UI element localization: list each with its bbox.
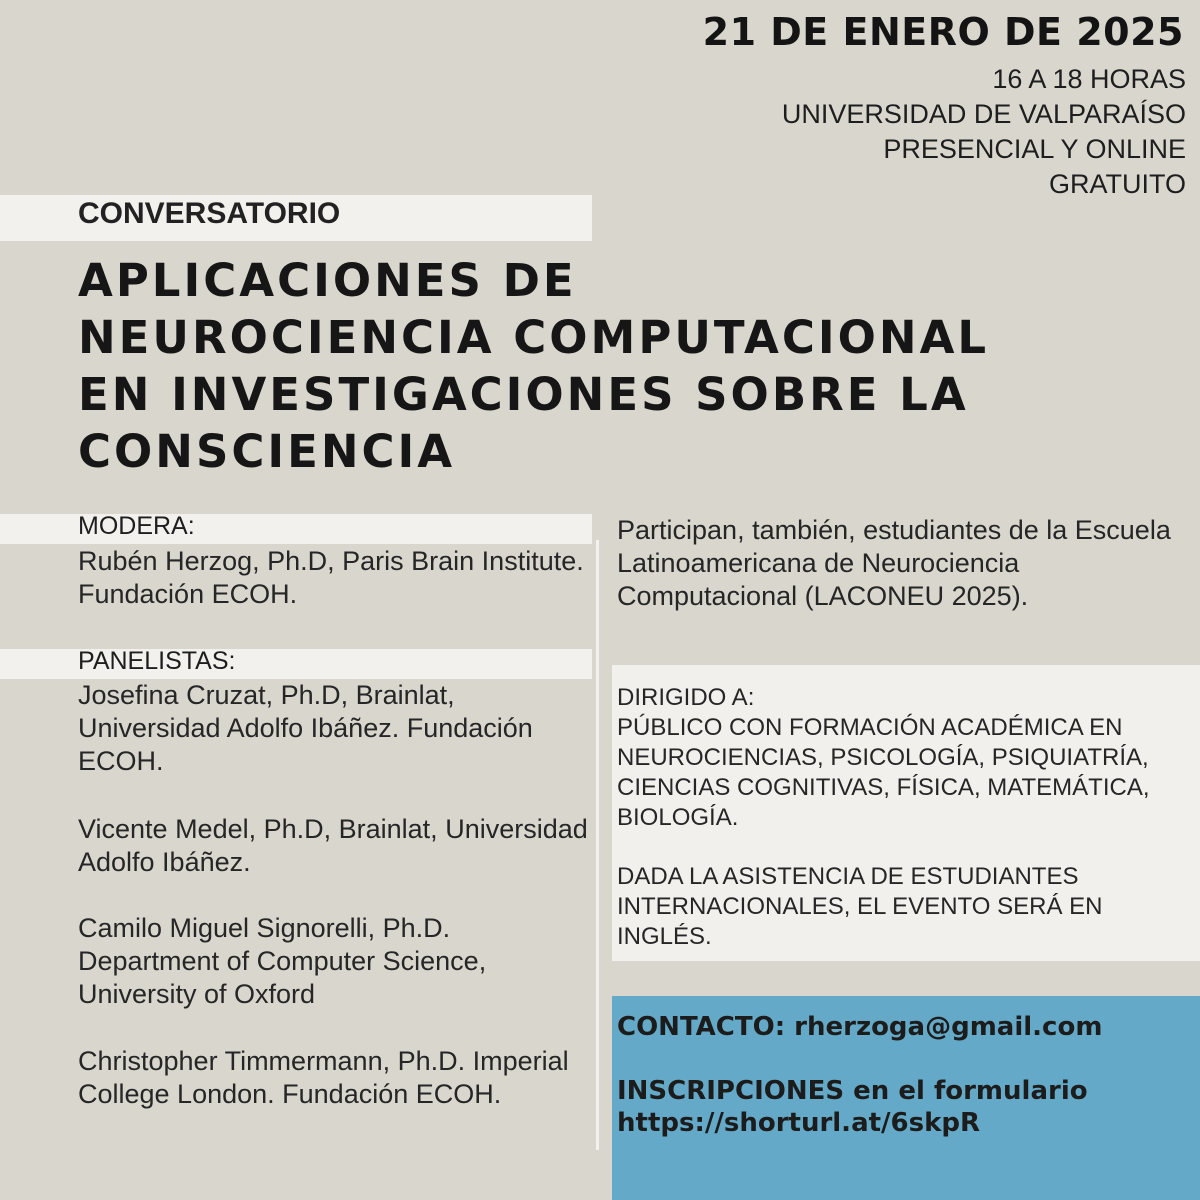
kicker-label: CONVERSATORIO xyxy=(78,197,341,230)
title-line: CONSCIENCIA xyxy=(78,425,456,478)
panelist-item: Christopher Timmermann, Ph.D. Imperial College London. Fundación ECOH. xyxy=(78,1046,569,1109)
event-details xyxy=(782,62,1186,202)
title-line: APLICACIONES DE xyxy=(78,254,577,307)
language-note: DADA LA ASISTENCIA DE ESTUDIANTES INTERNACIONALES, EL EVENTO SERÁ EN INGLÉS. xyxy=(617,863,1103,950)
title-line: EN INVESTIGACIONES SOBRE LA xyxy=(78,368,969,421)
event-time: 16 A 18 HORAS xyxy=(992,64,1186,94)
audience-label: DIRIGIDO A: xyxy=(617,684,755,711)
registration-link[interactable]: https://shorturl.at/6skpR xyxy=(617,1108,981,1138)
registration-text: INSCRIPCIONES en el formulario xyxy=(617,1076,1088,1106)
contact-email[interactable]: CONTACTO: rherzoga@gmail.com xyxy=(617,1012,1103,1042)
moderator-label: MODERA: xyxy=(78,512,195,540)
panelist-item: Josefina Cruzat, Ph.D, Brainlat, Universidad Adolfo Ibáñez. Fundación ECOH. xyxy=(78,680,533,776)
event-venue: UNIVERSIDAD DE VALPARAÍSO xyxy=(781,99,1186,129)
panelists-label: PANELISTAS: xyxy=(78,647,236,675)
event-price: GRATUITO xyxy=(1048,169,1186,199)
participants-note: Participan, también, estudiantes de la Escuela Latinoamericana de Neurociencia Computacional (LACONEU 2025). xyxy=(617,515,1171,611)
audience-text: PÚBLICO CON FORMACIÓN ACADÉMICA EN NEUROCIENCIAS, PSICOLOGÍA, PSIQUIATRÍA, CIENCIAS COGNITIVAS, FÍSICA, MATEMÁTICA, BIOLOGÍA. xyxy=(617,714,1150,831)
column-divider xyxy=(596,540,599,1150)
title-line: NEUROCIENCIA COMPUTACIONAL xyxy=(78,311,990,364)
panelist-item: Vicente Medel, Ph.D, Brainlat, Universidad Adolfo Ibáñez. xyxy=(78,814,588,877)
panelist-item: Camilo Miguel Signorelli, Ph.D. Department of Computer Science, University of Oxford xyxy=(78,913,487,1009)
main-title xyxy=(78,252,1188,480)
event-date: 21 DE ENERO DE 2025 xyxy=(702,10,1184,54)
event-modality: PRESENCIAL Y ONLINE xyxy=(883,134,1186,164)
moderator-text: Rubén Herzog, Ph.D, Paris Brain Institute. Fundación ECOH. xyxy=(78,546,584,609)
